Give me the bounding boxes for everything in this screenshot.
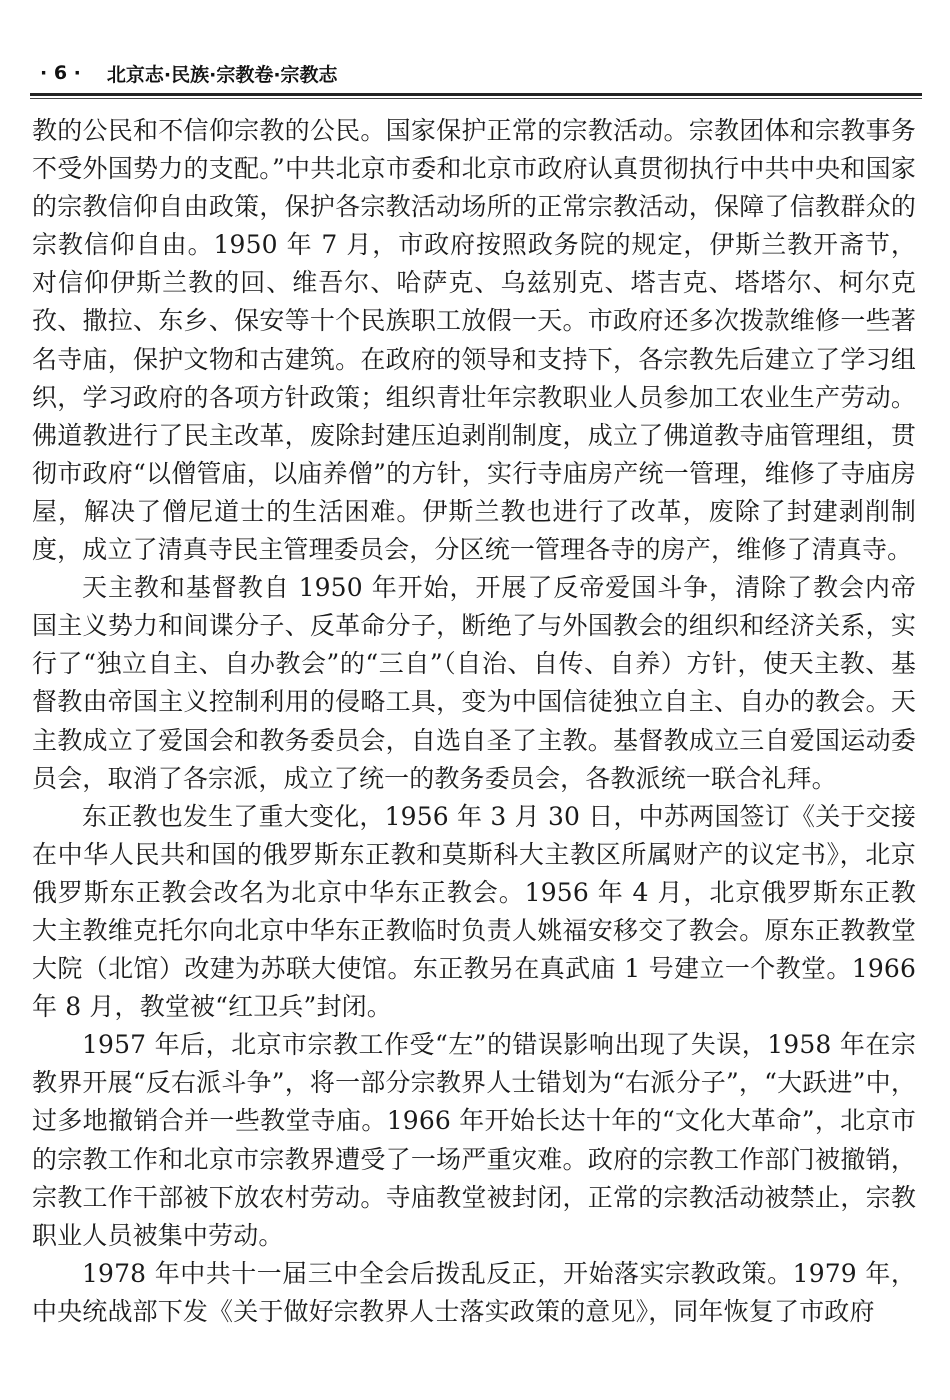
book-title: 北京志·民族·宗教卷·宗教志 <box>106 63 338 86</box>
paragraph-1: 教的公民和不信仰宗教的公民。国家保护正常的宗教活动。宗教团体和宗教事务不受外国势力的支配。”中共北京市委和北京市政府认真贯彻执行中共中央和国家的宗教信仰自由政策，保护各宗教活动场所的正常宗教活动，保障了信教群众的宗教信仰自由。1950 年 7 月，市政府按照政务院的规定，伊斯兰教开斋节，对信仰伊斯兰教的回、维吾尔、哈萨克、乌兹别克、塔吉克、塔塔尔、柯尔克孜、撒拉、东乡、保安等十个民族职工放假一天。市政府还多次拨款维修一些著名寺庙，保护文物和古建筑。在政府的领导和支持下，各宗教先后建立了学习组织，学习政府的各项方针政策；组织青壮年宗教职业人员参加工农业生产劳动。佛道教进行了民主改革，废除封建压迫剥削制度，成立了佛道教寺庙管理组，贯彻市政府“以僧管庙，以庙养僧”的方针，实行寺庙房产统一管理，维修了寺庙房屋，解决了僧尼道士的生活困难。伊斯兰教也进行了改革，废除了封建剥削制度，成立了清真寺民主管理委员会，分区统一管理各寺的房产，维修了清真寺。 <box>32 116 916 565</box>
paragraph-4: 1957 年后，北京市宗教工作受“左”的错误影响出现了失误，1958 年在宗教界开展“反右派斗争”，将一部分宗教界人士错划为“右派分子”，“大跃进”中，过多地撤销合并一些教堂寺庙。1966 年开始长达十年的“文化大革命”，北京市的宗教工作和北京市宗教界遭受了一场严重灾难。政府的宗教工作部门被撤销，宗教工作干部被下放农村劳动。寺庙教堂被封闭，正常的宗教活动被禁止，宗教职业人员被集中劳动。 <box>32 1030 916 1250</box>
page-number: · 6 · <box>40 62 81 84</box>
running-header <box>40 56 920 90</box>
paragraph-5: 1978 年中共十一届三中全会后拨乱反正，开始落实宗教政策。1979 年，中央统战部下发《关于做好宗教界人士落实政策的意见》，同年恢复了市政府 <box>32 1258 916 1326</box>
body-text <box>32 112 916 1331</box>
header-rule-thick <box>30 93 922 96</box>
paragraph-2: 天主教和基督教自 1950 年开始，开展了反帝爱国斗争，清除了教会内帝国主义势力和间谍分子、反革命分子，断绝了与外国教会的组织和经济关系，实行了“独立自主、自办教会”的“三自”（自治、自传、自养）方针，使天主教、基督教由帝国主义控制利用的侵略工具，变为中国信徒独立自主、自办的教会。天主教成立了爱国会和教务委员会，自选自圣了主教。基督教成立三自爱国运动委员会，取消了各宗派，成立了统一的教务委员会，各教派统一联合礼拜。 <box>32 573 916 793</box>
paragraph-3: 东正教也发生了重大变化，1956 年 3 月 30 日，中苏两国签订《关于交接在中华人民共和国的俄罗斯东正教和莫斯科大主教区所属财产的议定书》，北京俄罗斯东正教会改名为北京中华东正教会。1956 年 4 月，北京俄罗斯东正教大主教维克托尔向北京中华东正教临时负责人姚福安移交了教会。原东正教教堂大院（北馆）改建为苏联大使馆。东正教另在真武庙 1 号建立一个教堂。1966 年 8 月，教堂被“红卫兵”封闭。 <box>32 801 916 1022</box>
header-rule-thin <box>30 98 922 99</box>
